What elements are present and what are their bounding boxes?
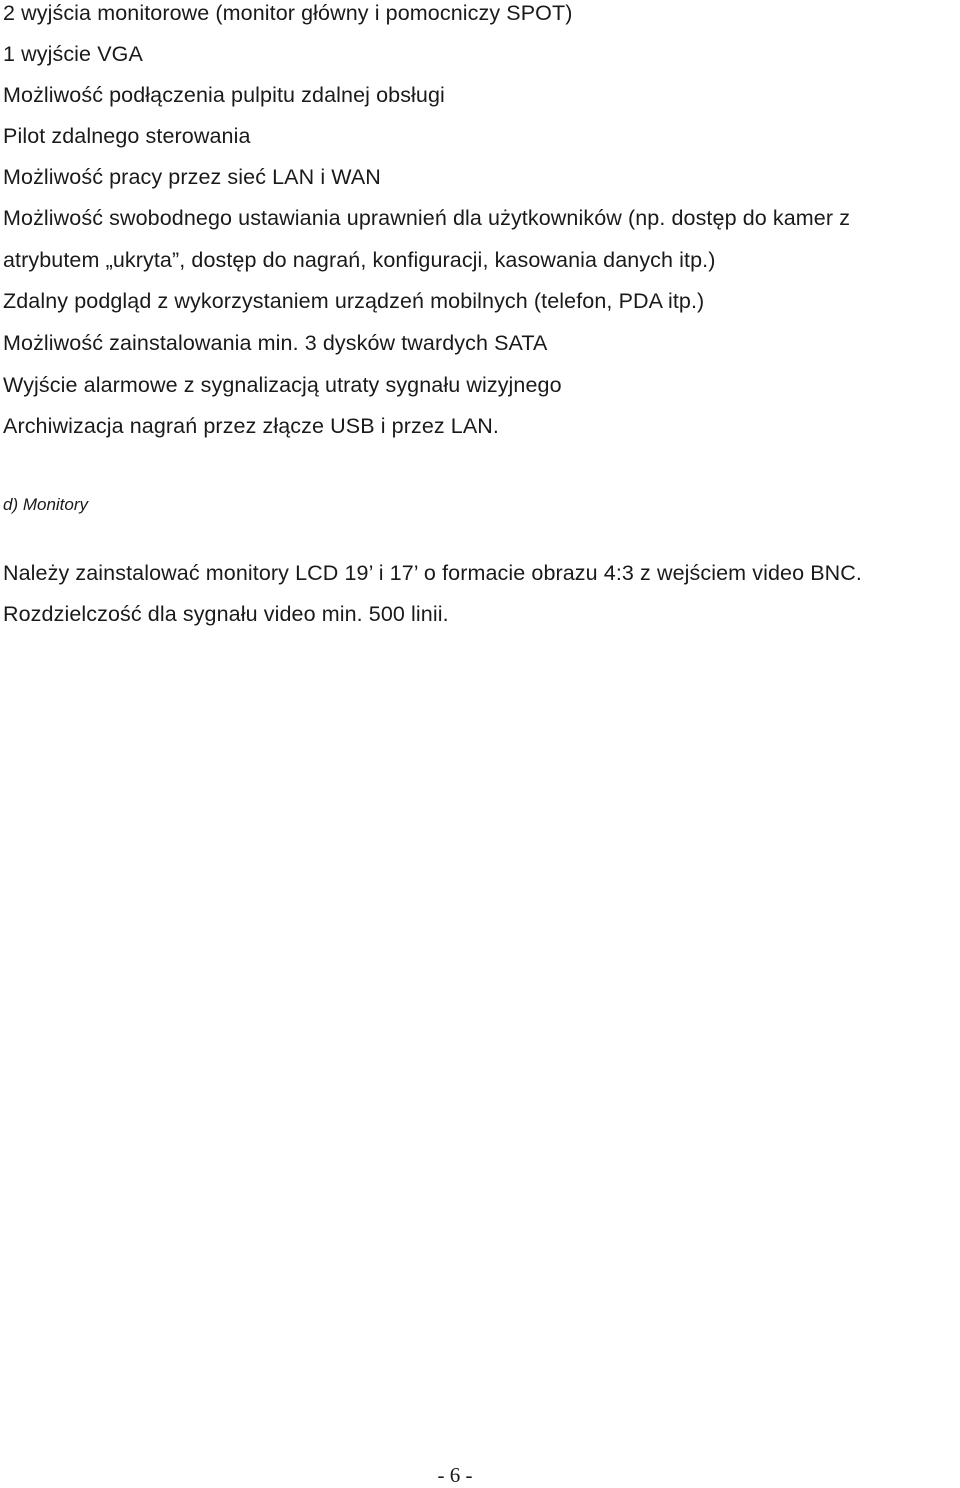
section-heading-monitors: d) Monitory — [3, 495, 89, 514]
spec-line: Zdalny podgląd z wykorzystaniem urządzeń mobilnych (telefon, PDA itp.) — [3, 289, 705, 313]
spec-line: atrybutem „ukryta”, dostęp do nagrań, konfiguracji, kasowania danych itp.) — [3, 248, 716, 272]
spec-line: Wyjście alarmowe z sygnalizacją utraty sygnału wizyjnego — [3, 373, 562, 397]
paragraph-line: Rozdzielczość dla sygnału video min. 500 linii. — [3, 602, 449, 626]
spec-line: Możliwość swobodnego ustawiania uprawnień dla użytkowników (np. dostęp do kamer z — [3, 206, 851, 230]
spec-line: Pilot zdalnego sterowania — [3, 124, 251, 148]
page-number: - 6 - — [437, 1463, 473, 1487]
spec-line: 2 wyjścia monitorowe (monitor główny i pomocniczy SPOT) — [3, 1, 573, 25]
spec-line: Możliwość pracy przez sieć LAN i WAN — [3, 165, 381, 189]
spec-line: 1 wyjście VGA — [3, 42, 143, 66]
spec-line: Możliwość zainstalowania min. 3 dysków twardych SATA — [3, 331, 548, 355]
paragraph-line: Należy zainstalować monitory LCD 19’ i 17’ o formacie obrazu 4:3 z wejściem video BNC. — [3, 561, 862, 585]
spec-line: Możliwość podłączenia pulpitu zdalnej obsługi — [3, 83, 445, 107]
spec-line: Archiwizacja nagrań przez złącze USB i przez LAN. — [3, 414, 500, 438]
